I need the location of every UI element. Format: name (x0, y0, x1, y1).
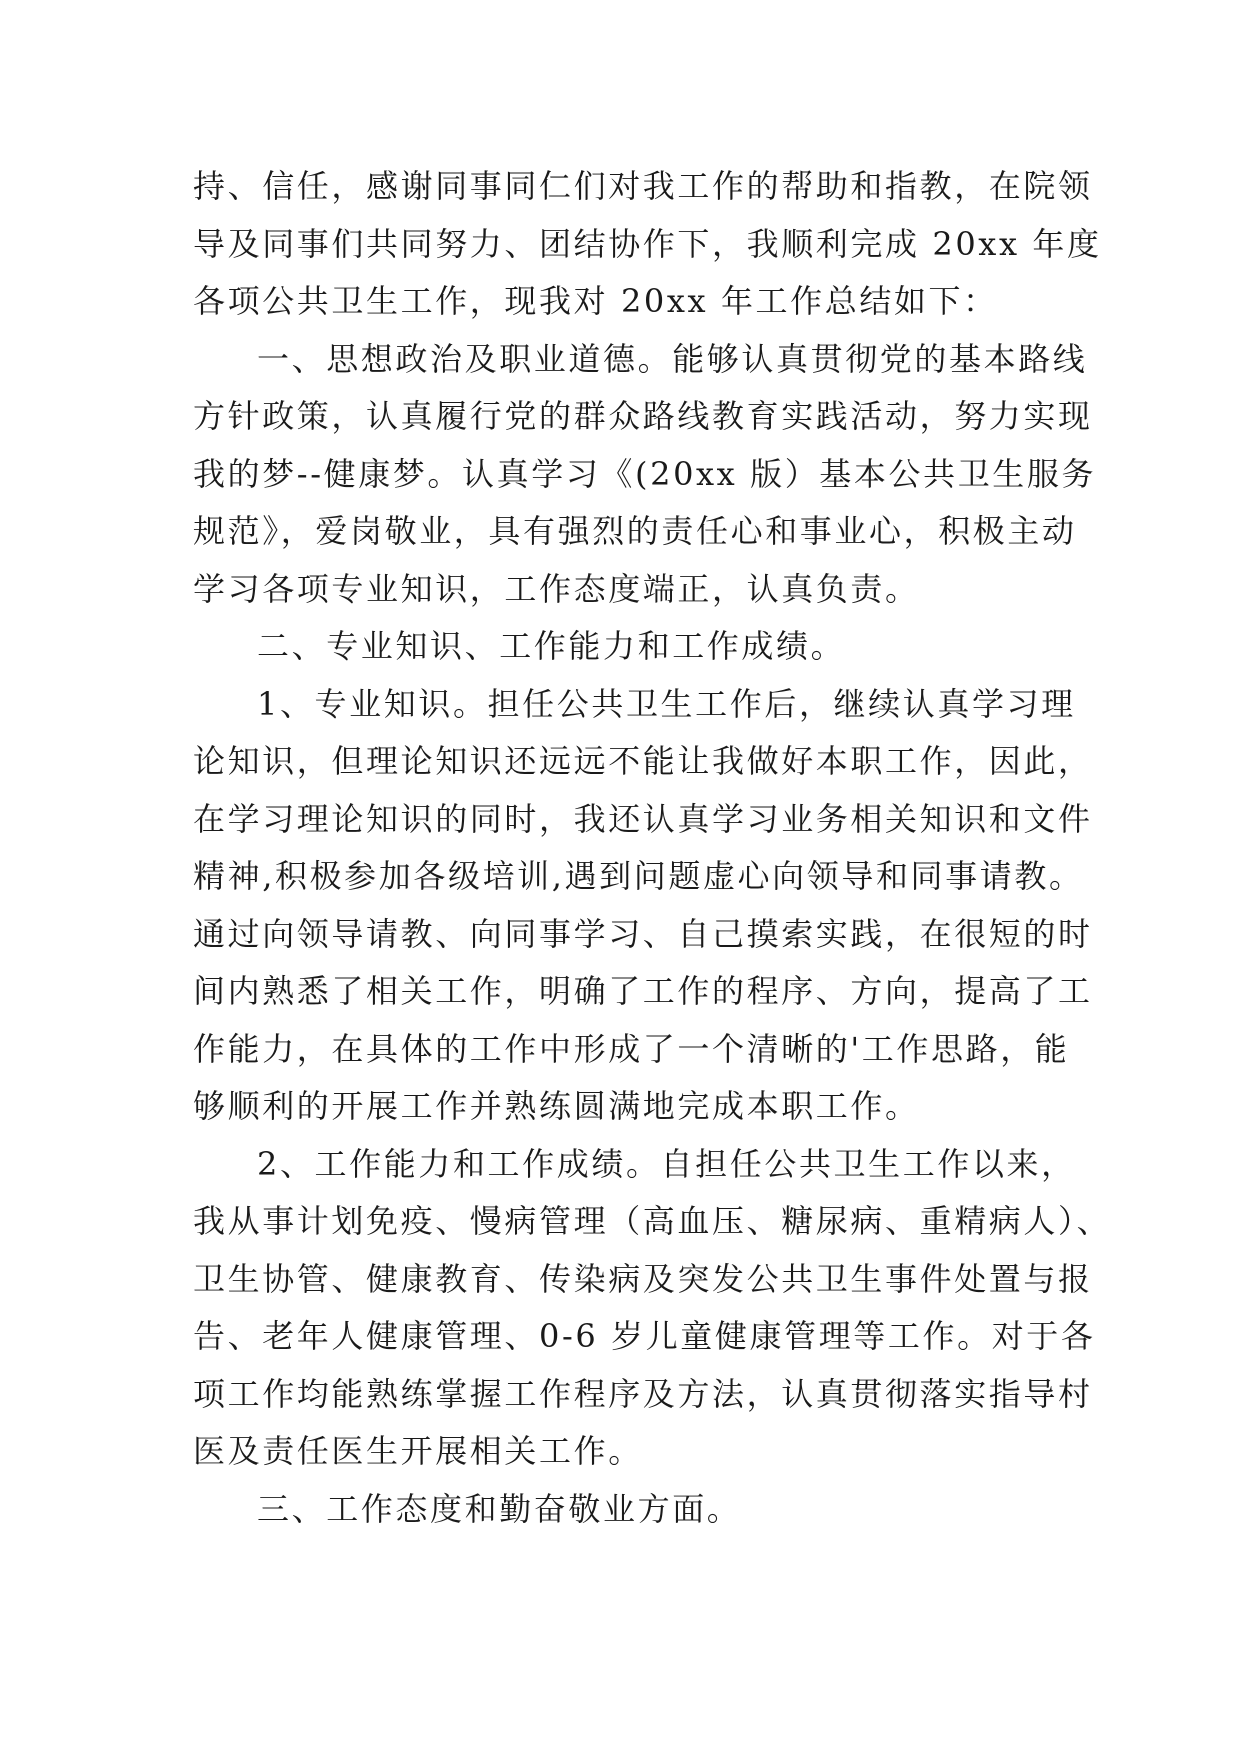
section-heading-1: 一、思想政治及职业道德。能够认真贯彻党的基本路线 (257, 339, 1088, 378)
text-line: 我的梦--健康梦。认真学习《(20xx 版）基本公共卫生服务 (193, 454, 1097, 493)
document-body (193, 158, 1112, 1538)
section-heading-3: 三、工作态度和勤奋敬业方面。 (257, 1489, 742, 1528)
text-line: 在学习理论知识的同时，我还认真学习业务相关知识和文件 (193, 799, 1093, 838)
text-line: 导及同事们共同努力、团结协作下，我顺利完成 20xx 年度 (193, 224, 1102, 263)
text-line: 学习各项专业知识，工作态度端正，认真负责。 (193, 569, 920, 608)
text-line: 我从事计划免疫、慢病管理（高血压、糖尿病、重精病人）、 (193, 1202, 1112, 1240)
subsection-heading-2-2: 2、工作能力和工作成绩。自担任公共卫生工作以来， (257, 1144, 1076, 1183)
text-line: 通过向领导请教、向同事学习、自己摸索实践，在很短的时 (193, 914, 1093, 953)
text-line: 论知识，但理论知识还远远不能让我做好本职工作，因此， (193, 742, 1093, 780)
text-line: 告、老年人健康管理、0-6 岁儿童健康管理等工作。对于各 (193, 1317, 1096, 1355)
text-line: 各项公共卫生工作，现我对 20xx 年工作总结如下： (193, 282, 998, 320)
subsection-heading-2-1: 1、专业知识。担任公共卫生工作后，继续认真学习理 (257, 684, 1076, 723)
text-line: 项工作均能熟练掌握工作程序及方法，认真贯彻落实指导村 (193, 1374, 1093, 1413)
text-line: 规范》，爱岗敬业，具有强烈的责任心和事业心，积极主动 (193, 512, 1077, 550)
text-line: 间内熟悉了相关工作，明确了工作的程序、方向，提高了工 (193, 972, 1093, 1010)
text-line: 持、信任，感谢同事同仁们对我工作的帮助和指教，在院领 (193, 167, 1093, 205)
text-line: 够顺利的开展工作并熟练圆满地完成本职工作。 (193, 1087, 920, 1125)
text-line: 精神,积极参加各级培训,遇到问题虚心向领导和同事请教。 (193, 857, 1084, 895)
text-line: 作能力，在具体的工作中形成了一个清晰的'工作思路，能 (193, 1029, 1070, 1068)
text-line: 方针政策，认真履行党的群众路线教育实践活动，努力实现 (193, 397, 1093, 435)
text-line: 卫生协管、健康教育、传染病及突发公共卫生事件处置与报 (193, 1259, 1093, 1298)
text-line: 医及责任医生开展相关工作。 (193, 1432, 643, 1470)
section-heading-2: 二、专业知识、工作能力和工作成绩。 (257, 627, 846, 665)
